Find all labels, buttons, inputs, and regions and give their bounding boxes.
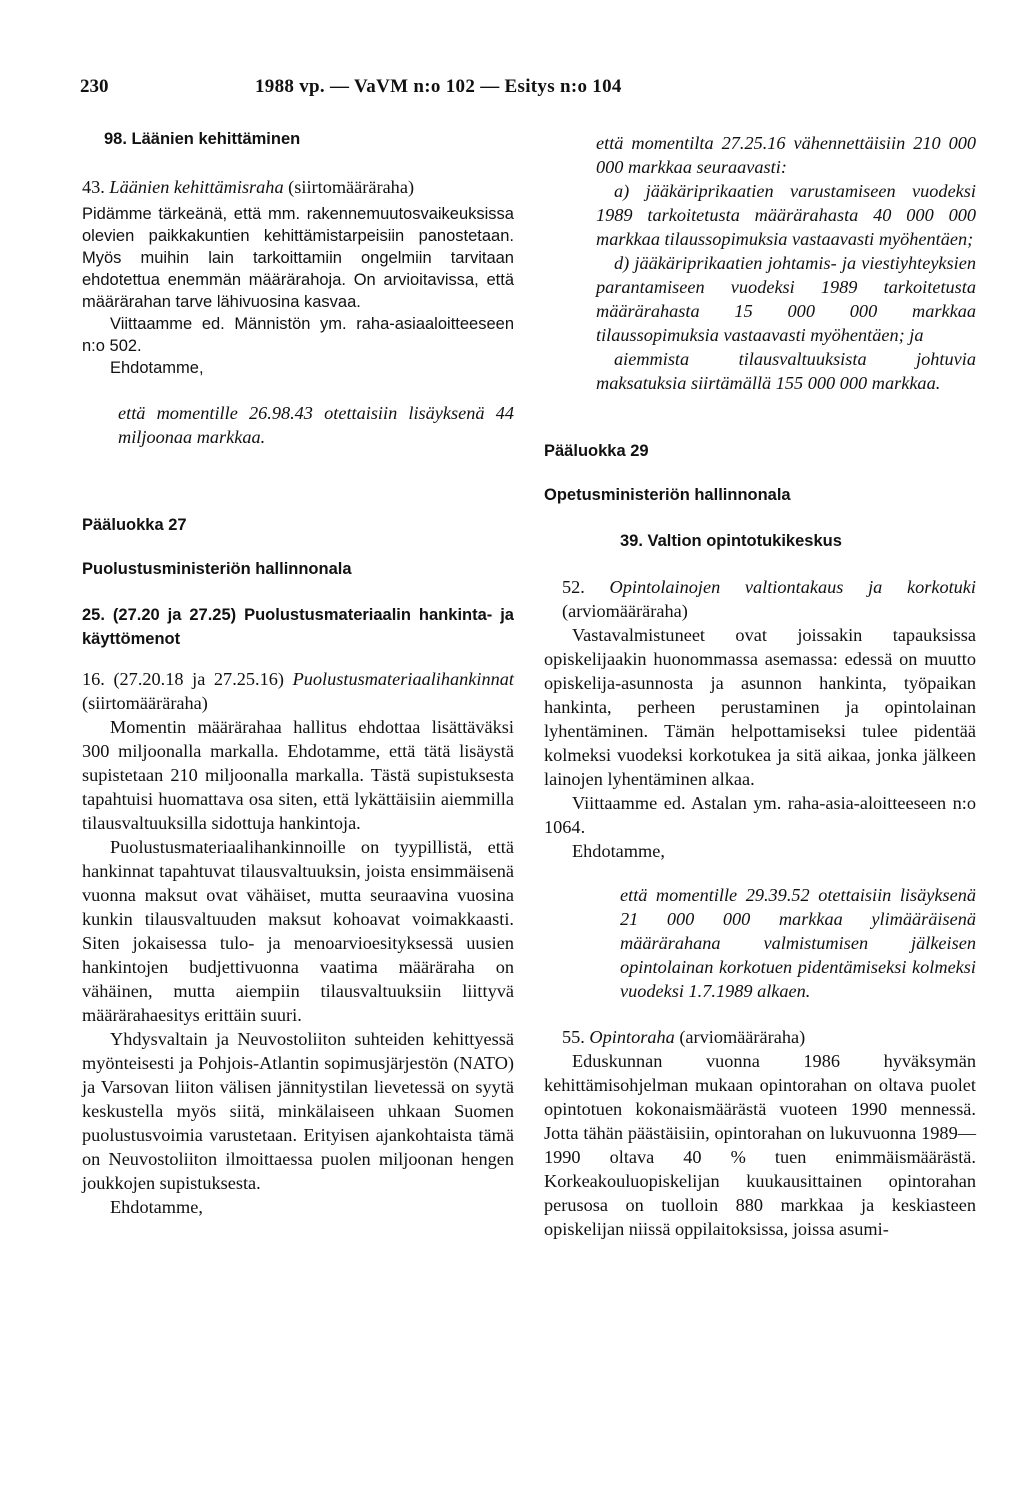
moment-type: (arviomääräraha) bbox=[562, 601, 688, 621]
moment-52-heading bbox=[544, 575, 976, 623]
proposal: että momentilta 27.25.16 vähennettäisiin 210 000 000 markkaa seuraavasti: bbox=[596, 133, 976, 177]
paragraph: Viittaamme ed. Männistön ym. raha-asiaaloitteeseen n:o 502. bbox=[82, 315, 514, 355]
main-class-heading-27: Pääluokka 27 bbox=[82, 516, 187, 534]
moment-number: 52. bbox=[562, 577, 610, 597]
paragraph: Pidämme tärkeänä, että mm. rakennemuutosvaikeuksissa olevien paikkakuntien kehittämistarpeisiin panostetaan. Myös muihin lain tarkoittamiin ongelmiin tarvitaan ehdotettua enemmän määrärahoja. On arvioitavissa, että määrärahan tarve lähivuosina kasvaa. bbox=[82, 205, 514, 311]
moment-type: (arviomääräraha) bbox=[674, 1027, 806, 1047]
main-class-heading-29: Pääluokka 29 bbox=[544, 442, 649, 460]
paragraph: Ehdotamme, bbox=[110, 1197, 203, 1217]
running-header: 1988 vp. — VaVM n:o 102 — Esitys n:o 104 bbox=[255, 76, 622, 97]
section-heading-98: 98. Läänien kehittäminen bbox=[104, 130, 301, 148]
paragraph: Vastavalmistuneet ovat joissakin tapauksissa opiskelijaakin huonommassa asemassa: edessä on muutto opiskelija-asunnosta ja asunnon hankinta, työpaikan hankinta, perheen perustaminen ja opintolainan lyhentäminen. Tämän helpottamiseksi tulee pidentää kolmeksi vuodeksi korkotukea ja sitä aikaa, jonka jälkeen lainojen lyhentäminen alkaa. bbox=[544, 625, 976, 789]
moment-number: 43. bbox=[82, 177, 110, 197]
page-number: 230 bbox=[80, 76, 109, 97]
paragraph: Ehdotamme, bbox=[572, 841, 665, 861]
moment-title: Opintolainojen valtiontakaus ja korkotuki bbox=[609, 577, 977, 597]
moment-43-heading bbox=[82, 175, 514, 199]
moment-title: Läänien kehittämisraha bbox=[109, 177, 284, 197]
paragraph: Viittaamme ed. Astalan ym. raha-asia-aloitteeseen n:o 1064. bbox=[544, 793, 976, 837]
proposal-item-a: a) jääkäriprikaatien varustamiseen vuodeksi 1989 tarkoitetusta määrärahasta 40 000 000 markkaa tilaussopimuksia vastaavasti myöhentäen; bbox=[596, 181, 976, 249]
paragraph: Puolustusmateriaalihankinnoille on tyypillistä, että hankinnat tapahtuvat tilausvaltuuksin, joista ensimmäisenä vuonna maksut ovat vähäiset, mutta seuraavina vuosina kunkin tilausvaltuuden maksut kohoavat voimakkaasti. Siten jokaisessa tulo- ja menoarvioesityksessä uusien hankintojen budjettivuonna vaatima määräraha on vähäinen, mutta aiempiin tilausvaltuuksiin liittyvä määrärahaesitys erittäin suuri. bbox=[82, 837, 514, 1025]
paragraph: Yhdysvaltain ja Neuvostoliiton suhteiden kehittyessä myönteisesti ja Pohjois-Atlantin sopimusjärjestön (NATO) ja Varsovan liiton välisen jännitystilan lievetessä on syytä keskustella myös siitä, minkälaiseen uhkaan Suomen puolustusvoimia varustetaan. Erityisen ajankohtaista tämä on Neuvostoliiton ilmoittaessa puolen miljoonan hengen joukkojen supistuksesta. bbox=[82, 1029, 514, 1193]
moment-type: (siirtomääräraha) bbox=[82, 693, 208, 713]
moment-title: Puolustusmateriaalihankinnat bbox=[292, 669, 514, 689]
moment-number: 16. (27.20.18 ja 27.25.16) bbox=[82, 669, 293, 689]
moment-number: 55. bbox=[562, 1027, 590, 1047]
ministry-heading: Puolustusministeriön hallinnonala bbox=[82, 560, 352, 578]
moment-16-heading bbox=[82, 667, 514, 715]
paragraph: Ehdotamme, bbox=[110, 359, 204, 377]
section-heading-39: 39. Valtion opintotukikeskus bbox=[620, 532, 842, 550]
proposal-item-e: aiemmista tilausvaltuuksista johtuvia maksatuksia siirtämällä 155 000 000 markkaa. bbox=[596, 349, 976, 393]
proposal-item-d: d) jääkäriprikaatien johtamis- ja viestiyhteyksien parantamiseen vuodeksi 1989 tarkoitetusta määrärahasta 15 000 000 markkaa tilaussopimuksia vastaavasti myöhentäen; ja bbox=[596, 253, 976, 345]
section-heading-25: 25. (27.20 ja 27.25) Puolustusmateriaalin hankinta- ja käyttömenot bbox=[82, 606, 514, 648]
moment-title: Opintoraha bbox=[589, 1027, 675, 1047]
left-column bbox=[82, 127, 514, 1219]
right-column bbox=[544, 131, 976, 1241]
paragraph: Eduskunnan vuonna 1986 hyväksymän kehittämisohjelman mukaan opintorahan on oltava puolet opintotuen kokonaismäärästä vuoteen 1990 mennessä. Jotta tähän päästäisiin, opintorahan on lukuvuonna 1989—1990 oltava 40 % tuen enimmäismäärästä. Korkeakouluopiskelijan kuukausittainen opintorahan perusosa on tuolloin 880 markkaa ja keskiasteen opiskelijan niissä oppilaitoksissa, joissa asumi- bbox=[544, 1051, 976, 1239]
moment-type: (siirtomääräraha) bbox=[283, 177, 415, 197]
moment-55-heading bbox=[544, 1025, 976, 1049]
proposal: että momentille 29.39.52 otettaisiin lisäyksenä 21 000 000 markkaa ylimääräisenä määrärahana valmistumisen jälkeisen opintolainan korkotuen pidentämiseksi kolmeksi vuodeksi 1.7.1989 alkaen. bbox=[620, 885, 976, 1001]
ministry-heading: Opetusministeriön hallinnonala bbox=[544, 486, 791, 504]
proposal: että momentille 26.98.43 otettaisiin lisäyksenä 44 miljoonaa markkaa. bbox=[118, 403, 514, 447]
paragraph: Momentin määrärahaa hallitus ehdottaa lisättäväksi 300 miljoonalla markalla. Ehdotamme, että tätä lisäystä supistetaan 210 miljoonalla markalla. Tästä supistuksesta tapahtuisi huomattava osa siten, että lykättäisiin aiemmilla tilausvaltuuksilla sidottuja hankintoja. bbox=[82, 717, 514, 833]
